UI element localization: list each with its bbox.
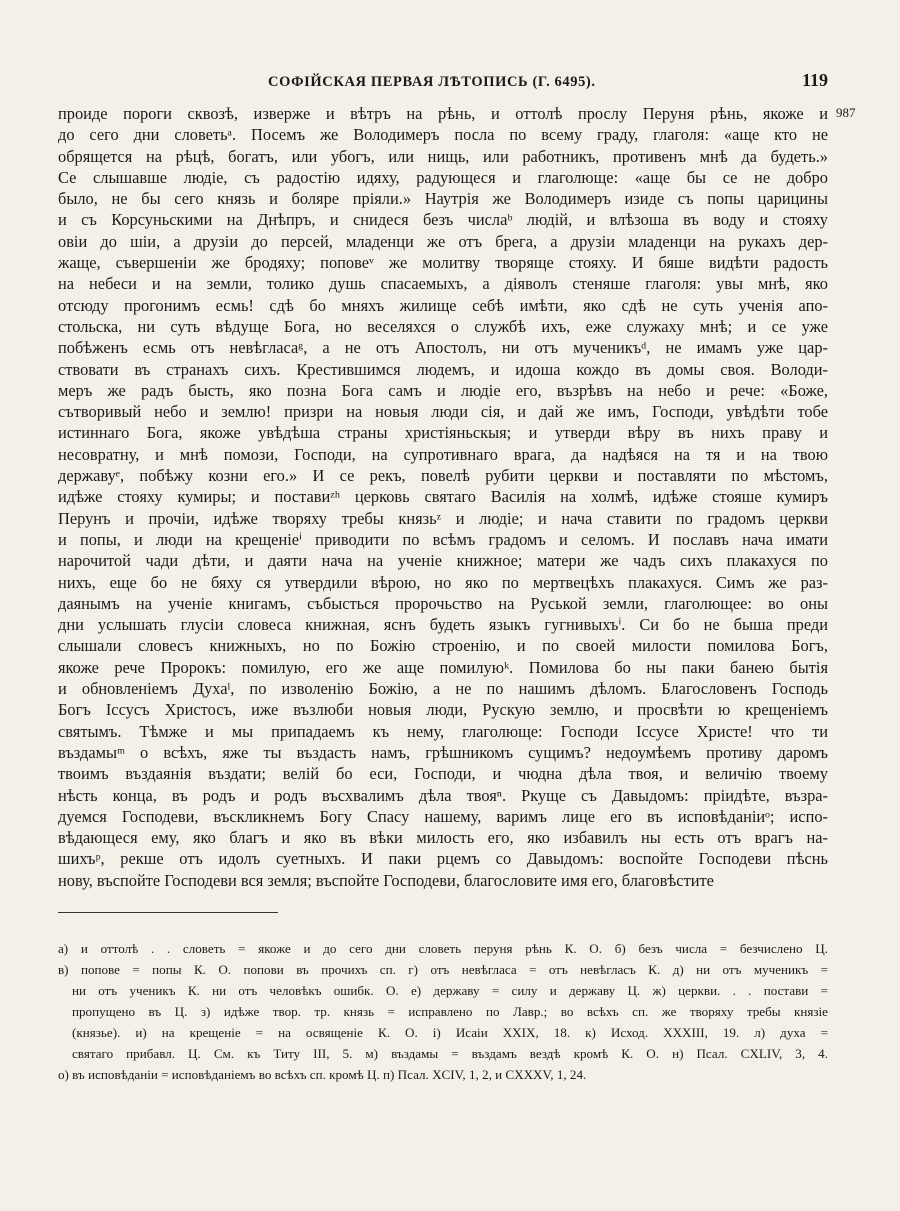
text-line: даянымъ на ученіе книгамъ, събысться пророчьство на Руськой земли, глаголющее: во оны [58,593,828,613]
margin-year: 987 [836,105,856,120]
text-line: несовратну, и мнѣ помози, Господи, на супротивнаго врага, да надѣяся на тя и на твою [58,444,828,464]
footnote-divider [58,912,278,913]
running-title: СОФІЙСКАЯ ПЕРВАЯ ЛѢТОПИСЬ (Г. 6495). [268,74,596,90]
text-line: и попы, и люди на крещеніеⁱ приводити по всѣмъ градомъ и селомъ. И пославъ нача имати [58,529,828,549]
text-line: на небеси и на земли, толико душь спасаемыхъ, а діяволъ стеняше глаголя: увы мнѣ, яко [58,274,828,294]
footnotes [58,938,828,1085]
text-line: и съ Корсуньскими на Днѣпръ, и снидеся безъ числаᵇ людій, и влѣзоша въ воду и стояху [58,210,828,230]
text-line: проиде пороги сквозѣ, изверже и вѣтръ на рѣнь, и оттолѣ прослу Перуня рѣнь, якоже и [58,104,828,123]
text-line: шихъᵖ, рекше отъ идолъ суетныхъ. И паки рцемъ со Давыдомъ: воспойте Господеви пѣснь [58,849,828,869]
text-line: державуᵉ, побѣжу козни его.» И се рекъ, повелѣ рубити церкви и поставляти по мѣстомъ, [58,466,828,486]
page-number: 119 [801,70,828,90]
text-line: въздамыᵐ о всѣхъ, яже ты въздасть намъ, грѣшникомъ сущимъ? недоумѣемъ противу даромъ [58,742,828,762]
text-line: дни услышать глусіи словеса книжная, яснъ будеть языкъ гугнивыхъⁱ. Си бо не быша преди [58,615,828,635]
text-line: отсюду прогонимъ есмь! сдѣ бо мняхъ жилище себѣ имѣти, яко сдѣ не суть ученія апо- [58,295,828,315]
footnote-line: (князье). и) на крещеніе = на освященіе К. О. і) Исаіи XXIX, 18. к) Исход. XXXIII, 19. л) духа = [72,1025,828,1040]
text-line: жаще, съвершеніи же бродяху; поповеᵛ же молитву творяще стояху. И бяше видѣти радость [58,253,828,273]
footnote-line: пропущено въ Ц. з) идѣже твор. тр. князь = исправлено по Лавр.; во всѣхъ сп. же творяху требы князіе [72,1004,828,1019]
text-line: святымъ. Тѣмже и мы припадаемъ къ нему, глаголюще: Господи Іссусе Христе! что ти [58,721,828,741]
text-line: овіи до шіи, а друзіи до персей, младенци же отъ брега, а друзіи младенци на рукахъ дер- [58,231,828,251]
body-text [58,103,828,891]
text-line: было, не бы сего князь и боляре пріяли.» Наутрія же Володимеръ изиде съ попы царицины [58,189,828,209]
text-line: истиннаго Бога, якоже увѣдѣша страны христіяньскыя; и утверди вѣру въ нихъ праву и [58,423,828,443]
text-line: обрящется на рѣцѣ, богатъ, или убогъ, или нищь, или работникъ, противенъ мнѣ да будеть.» [58,146,828,166]
text-line: слышали словесъ книжныхъ, но по Божію строенію, и по своей милости помилова Богъ, [58,636,828,656]
page-header [58,70,828,94]
text-line: Се слышавше людіе, съ радостію идяху, радующеся и глаголюще: «аще бы се не добро [58,167,828,187]
text-line: сътворивый небо и землю! призри на новыя люди сія, и дай же имъ, Господи, увѣдѣти тобе [58,402,828,422]
text-line: ствовати въ странахъ сихъ. Крестившимся людемъ, и идоша кождо въ домы своя. Володи- [58,359,828,379]
text-line: дуемся Господеви, въскликнемъ Богу Спасу нашему, варимъ лице его въ исповѣданіиᵒ; испо- [58,806,828,826]
footnote-line: святаго прибавл. Ц. См. къ Титу III, 5. м) въздамы = въздамъ вездѣ кромѣ К. О. н) Псал. CXLIV, 3, 4. [72,1046,828,1061]
text-line: якоже рече Пророкъ: помилую, его же аще помилуюᵏ. Помилова бо ны паки банею бытія [58,657,828,677]
text-line: нѣсть конца, въ родъ и родъ въсхвалимъ дѣла твояⁿ. Ркуще съ Давыдомъ: пріидѣте, възра- [58,785,828,805]
text-line: Богъ Іссусъ Христосъ, иже възлюби новыя люди, Рускую землю, и просвѣти ю крещеніемъ [58,700,828,720]
text-line: меръ же радъ бысть, яко позна Бога самъ и людіе его, възрѣвъ на небо и рече: «Боже, [58,380,828,400]
text-line: нарочитой чади дѣти, и даяти нача на ученіе книжное; матери же чадъ сихъ плакахуся по [58,551,828,571]
text-line: до сего дни словетьᵃ. Посемъ же Володимеръ посла по всему граду, глаголя: «аще кто не [58,125,828,145]
footnote-line: а) и оттолѣ . . словеть = якоже и до сего дни словеть перуня рѣнь К. О. б) безъ числа = безчислено Ц. [58,941,828,956]
footnote-line: ни отъ ученикъ К. ни отъ человѣкъ ошибк. О. е) державу = силу и державу Ц. ж) церкви. . . постави = [72,983,828,998]
footnote-line: в) попове = попы К. О. попови въ прочихъ сп. г) отъ невѣгласа = отъ невѣгласъ К. д) ни отъ мученикъ = [58,962,828,977]
text-line: стольска, ни суть вѣдуще Бога, но веселяхся о службѣ ихъ, еже служаху мнѣ; и се уже [58,316,828,336]
footnote-line: о) въ исповѣданіи = исповѣданіемъ во всѣхъ сп. кромѣ Ц. п) Псал. XCIV, 1, 2, и CXXXV, 1, 24. [58,1067,587,1082]
text-line: вѣдающеся ему, яко благъ и яко въ вѣки милость его, яко избавилъ ны есть отъ врагъ на- [58,828,828,848]
text-line: нову, въспойте Господеви вся земля; въспойте Господеви, благословите имя его, благовѣстите [58,870,714,890]
text-line: идѣже стояху кумиры; и поставиᶻʰ церковь святаго Василія на холмѣ, идѣже стояше кумиръ [58,487,828,507]
text-line: твоимъ въздаянія въздати; велій бо еси, Господи, и чюдна дѣла твоя, и величію твоему [58,764,828,784]
text-line: Перунъ и прочіи, идѣже творяху требы князьᶻ и людіе; и нача ставити по градомъ церкви [58,508,828,528]
text-line: побѣженъ есмь отъ невѣгласаᵍ, а не отъ Апостолъ, ни отъ мученикъᵈ, не имамъ уже цар- [58,338,828,358]
text-line: и обновленіемъ Духаˡ, по изволенію Божію, а не по нашимъ дѣломъ. Благословенъ Господь [58,679,828,699]
text-line: нихъ, еще бо не бяху ся утвердили вѣрою, но яко по мертвецѣхъ плакахуся. Симъ же раз- [58,572,828,592]
